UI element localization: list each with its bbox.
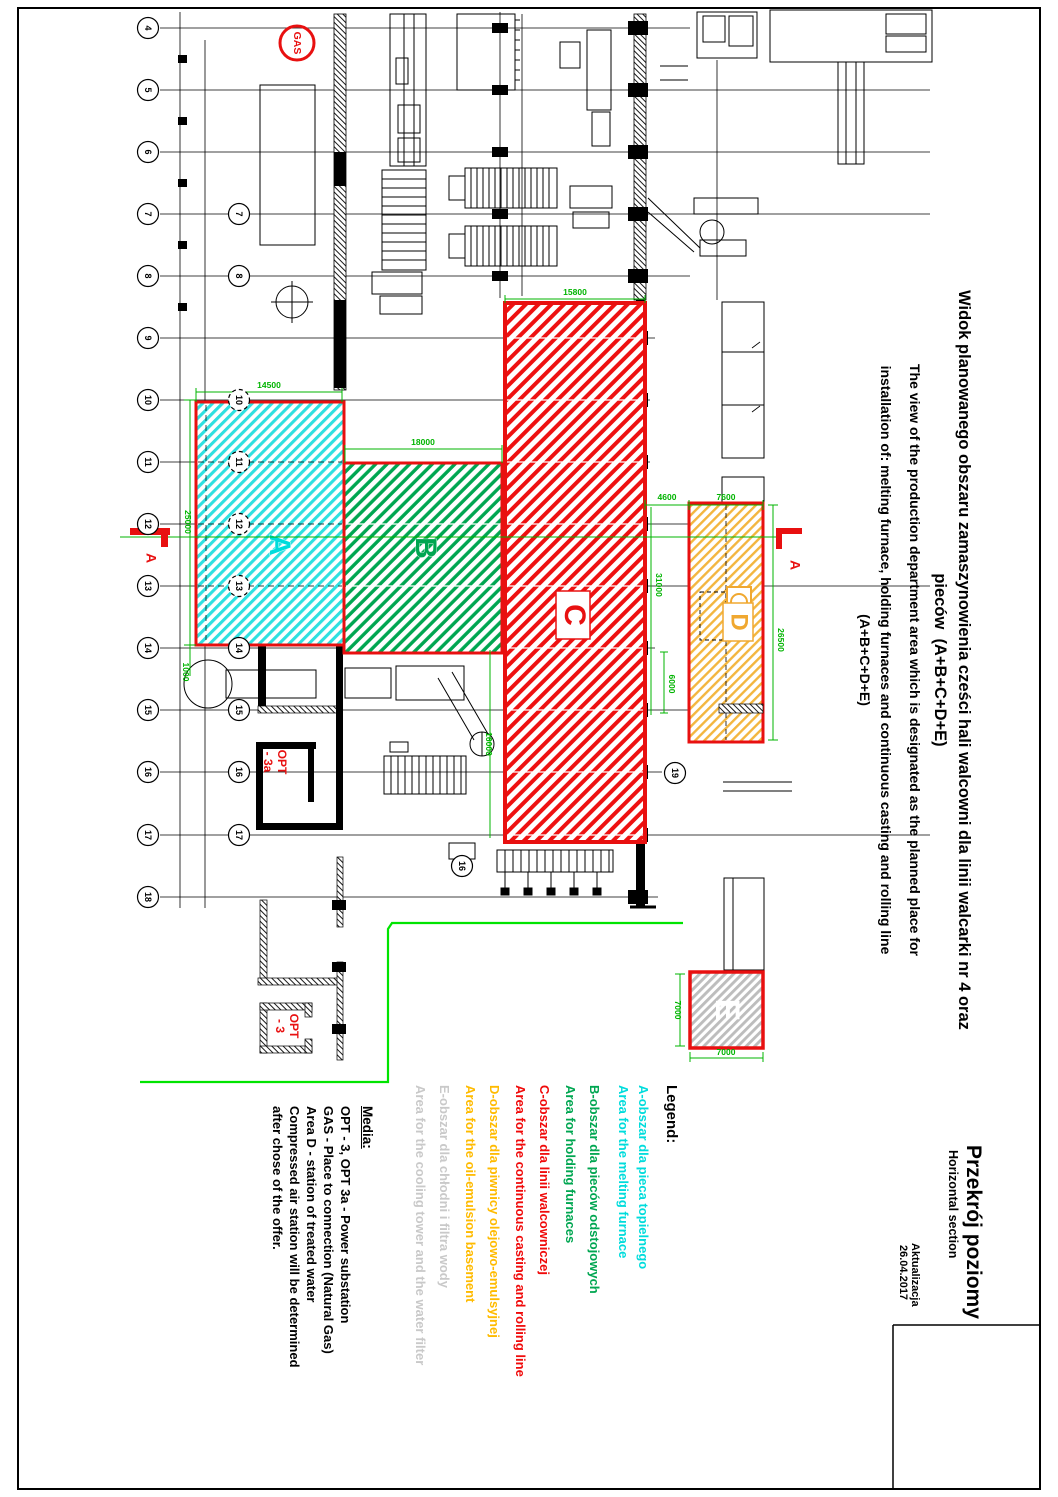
drawing-title-pl-1: Widok planowanego obszaru zamaszynowienia cześci hali walcowni dla linii walcarki nr 4 oraz [955, 290, 973, 1030]
grid-bubble-label: 18 [143, 891, 153, 903]
buildings-top-right [648, 10, 932, 256]
zone-c [505, 303, 645, 842]
drawing-title-pl-2: pieców (A+B+C+D+E) [931, 573, 949, 747]
media-heading: Media: [360, 1106, 375, 1149]
dim-d-height: 31000 [654, 573, 664, 597]
zone-b-label: B [409, 537, 443, 559]
grid-bubble-label: 15 [143, 704, 153, 716]
update-date: 26.04.2017 [897, 1245, 909, 1301]
grid-bubble-label: 8 [234, 273, 244, 279]
dim-a-offset: 1000 [181, 662, 191, 682]
section-marker-right: A [787, 559, 804, 571]
dim-a-width: 14500 [257, 380, 281, 390]
grid-bubble-label: 14 [143, 642, 153, 654]
update-label: Aktualizacja [909, 1243, 921, 1307]
grid-bubble-label: 11 [143, 457, 153, 467]
section-marker-left: A [143, 552, 160, 564]
dim-e-height: 7000 [673, 1000, 683, 1020]
opt-3a-label [261, 750, 289, 775]
gas-symbol [280, 26, 314, 60]
media-line-1: OPT - 3, OPT 3a - Power substation [338, 1106, 353, 1324]
legend-heading: Legend: [663, 1085, 680, 1144]
dim-d-gap: 4600 [657, 492, 677, 502]
media-line-3: Area D - station of treated water [304, 1106, 319, 1303]
grid-bubble-label: 15 [234, 704, 244, 716]
grid-bubble-label: 5 [143, 87, 153, 93]
media-line-5: after chose of the offer. [270, 1106, 285, 1250]
svg-text:OPT: OPT [287, 1013, 301, 1039]
legend-item-d-en: Area for the oil-emulsion basement [463, 1085, 478, 1303]
site-boundary [140, 923, 683, 1082]
legend-item-b-en: Area for holding furnaces [563, 1085, 578, 1244]
machinery-bottom [449, 843, 613, 895]
legend-item-c-en: Area for the continuous casting and rolling line [513, 1085, 528, 1377]
grid-bubble-label: 16 [234, 766, 244, 778]
legend-item-c-pl: C-obszar dla linii walcowniczej [537, 1085, 552, 1275]
grid-bubble-label: 16 [457, 860, 467, 872]
svg-text:- 3a: - 3a [261, 751, 275, 773]
drawing-title-en-3: (A+B+C+D+E) [857, 614, 873, 706]
zone-a [196, 402, 344, 645]
legend-item-d-pl: D-obszar dla piwnicy olejowo-emulsyjnej [487, 1085, 502, 1338]
legend-item-a-pl: A-obszar dla pieca topielnego [636, 1085, 651, 1270]
grid-bubble-label: 7 [143, 211, 153, 217]
grid-bubble-label: 7 [234, 211, 244, 217]
dim-d-width: 7600 [716, 492, 736, 502]
dim-d-inner: 6000 [667, 674, 677, 694]
grid-bubble-label: 12 [143, 518, 153, 530]
dim-c-part: 16000 [484, 732, 494, 756]
legend-item-e-pl: E-obszar dla chłodni i filtra wody [437, 1085, 452, 1288]
drawing-title-en-1: The view of the production department area which is designated as the planned place for [907, 364, 923, 956]
zone-d-label: D [725, 613, 753, 631]
dim-c-width: 15800 [563, 287, 587, 297]
grid-bubble-label: 11 [234, 457, 244, 467]
legend-item-b-pl: B-obszar dla pieców odstojowych [587, 1085, 602, 1294]
dim-b-width: 18000 [411, 437, 435, 447]
grid-bubble-label: 14 [234, 642, 244, 654]
grid-bubble-label: 4 [143, 25, 153, 31]
grid-bubbles-inner [229, 204, 250, 846]
machinery-top-center [449, 14, 612, 266]
grid-bubble-label: 13 [143, 580, 153, 592]
section-title-en: Horizontal section [946, 1150, 960, 1259]
legend-item-a-en: Area for the melting furnace [616, 1085, 631, 1259]
svg-text:OPT: OPT [275, 749, 289, 775]
media-line-2: GAS - Place to connection (Natural Gas) [321, 1106, 336, 1354]
grid-bubble-label: 17 [143, 829, 153, 841]
grid-bubble-label: 9 [143, 335, 153, 341]
gas-label: GAS [291, 31, 304, 55]
media-line-4: Compressed air station will be determined [287, 1106, 302, 1368]
grid-bubble-label: 13 [234, 580, 244, 592]
dim-e-width: 7000 [716, 1047, 736, 1057]
zone-a-label: A [263, 534, 297, 556]
legend-item-e-en: Area for the cooling tower and the water filter [413, 1085, 428, 1366]
grid-bubble-label: 6 [143, 149, 153, 155]
grid-bubble-label: 12 [234, 518, 244, 530]
drawing-title-en-2: installation of: melting furnace, holding furnaces and continuous casting and rolling line [878, 365, 894, 955]
grid-bubble-label: 10 [234, 394, 244, 406]
dim-d-right: 26500 [776, 628, 786, 652]
svg-text:- 3: - 3 [273, 1018, 287, 1034]
zone-c-label: C [558, 604, 592, 626]
dim-a-height: 25000 [183, 510, 193, 534]
section-title-pl: Przekrój poziomy [962, 1145, 985, 1319]
grid-bubble-label: 16 [143, 766, 153, 778]
substation-walls [256, 646, 346, 1060]
grid-bubble-label: 19 [670, 767, 680, 779]
grid-bubble-label: 8 [143, 273, 153, 279]
grid-bubble-label: 17 [234, 829, 244, 841]
opt-3-label [273, 1014, 301, 1039]
grid-bubble-label: 10 [143, 394, 153, 406]
zone-e-label: E [708, 998, 747, 1022]
grid-bubbles-left [138, 18, 159, 908]
